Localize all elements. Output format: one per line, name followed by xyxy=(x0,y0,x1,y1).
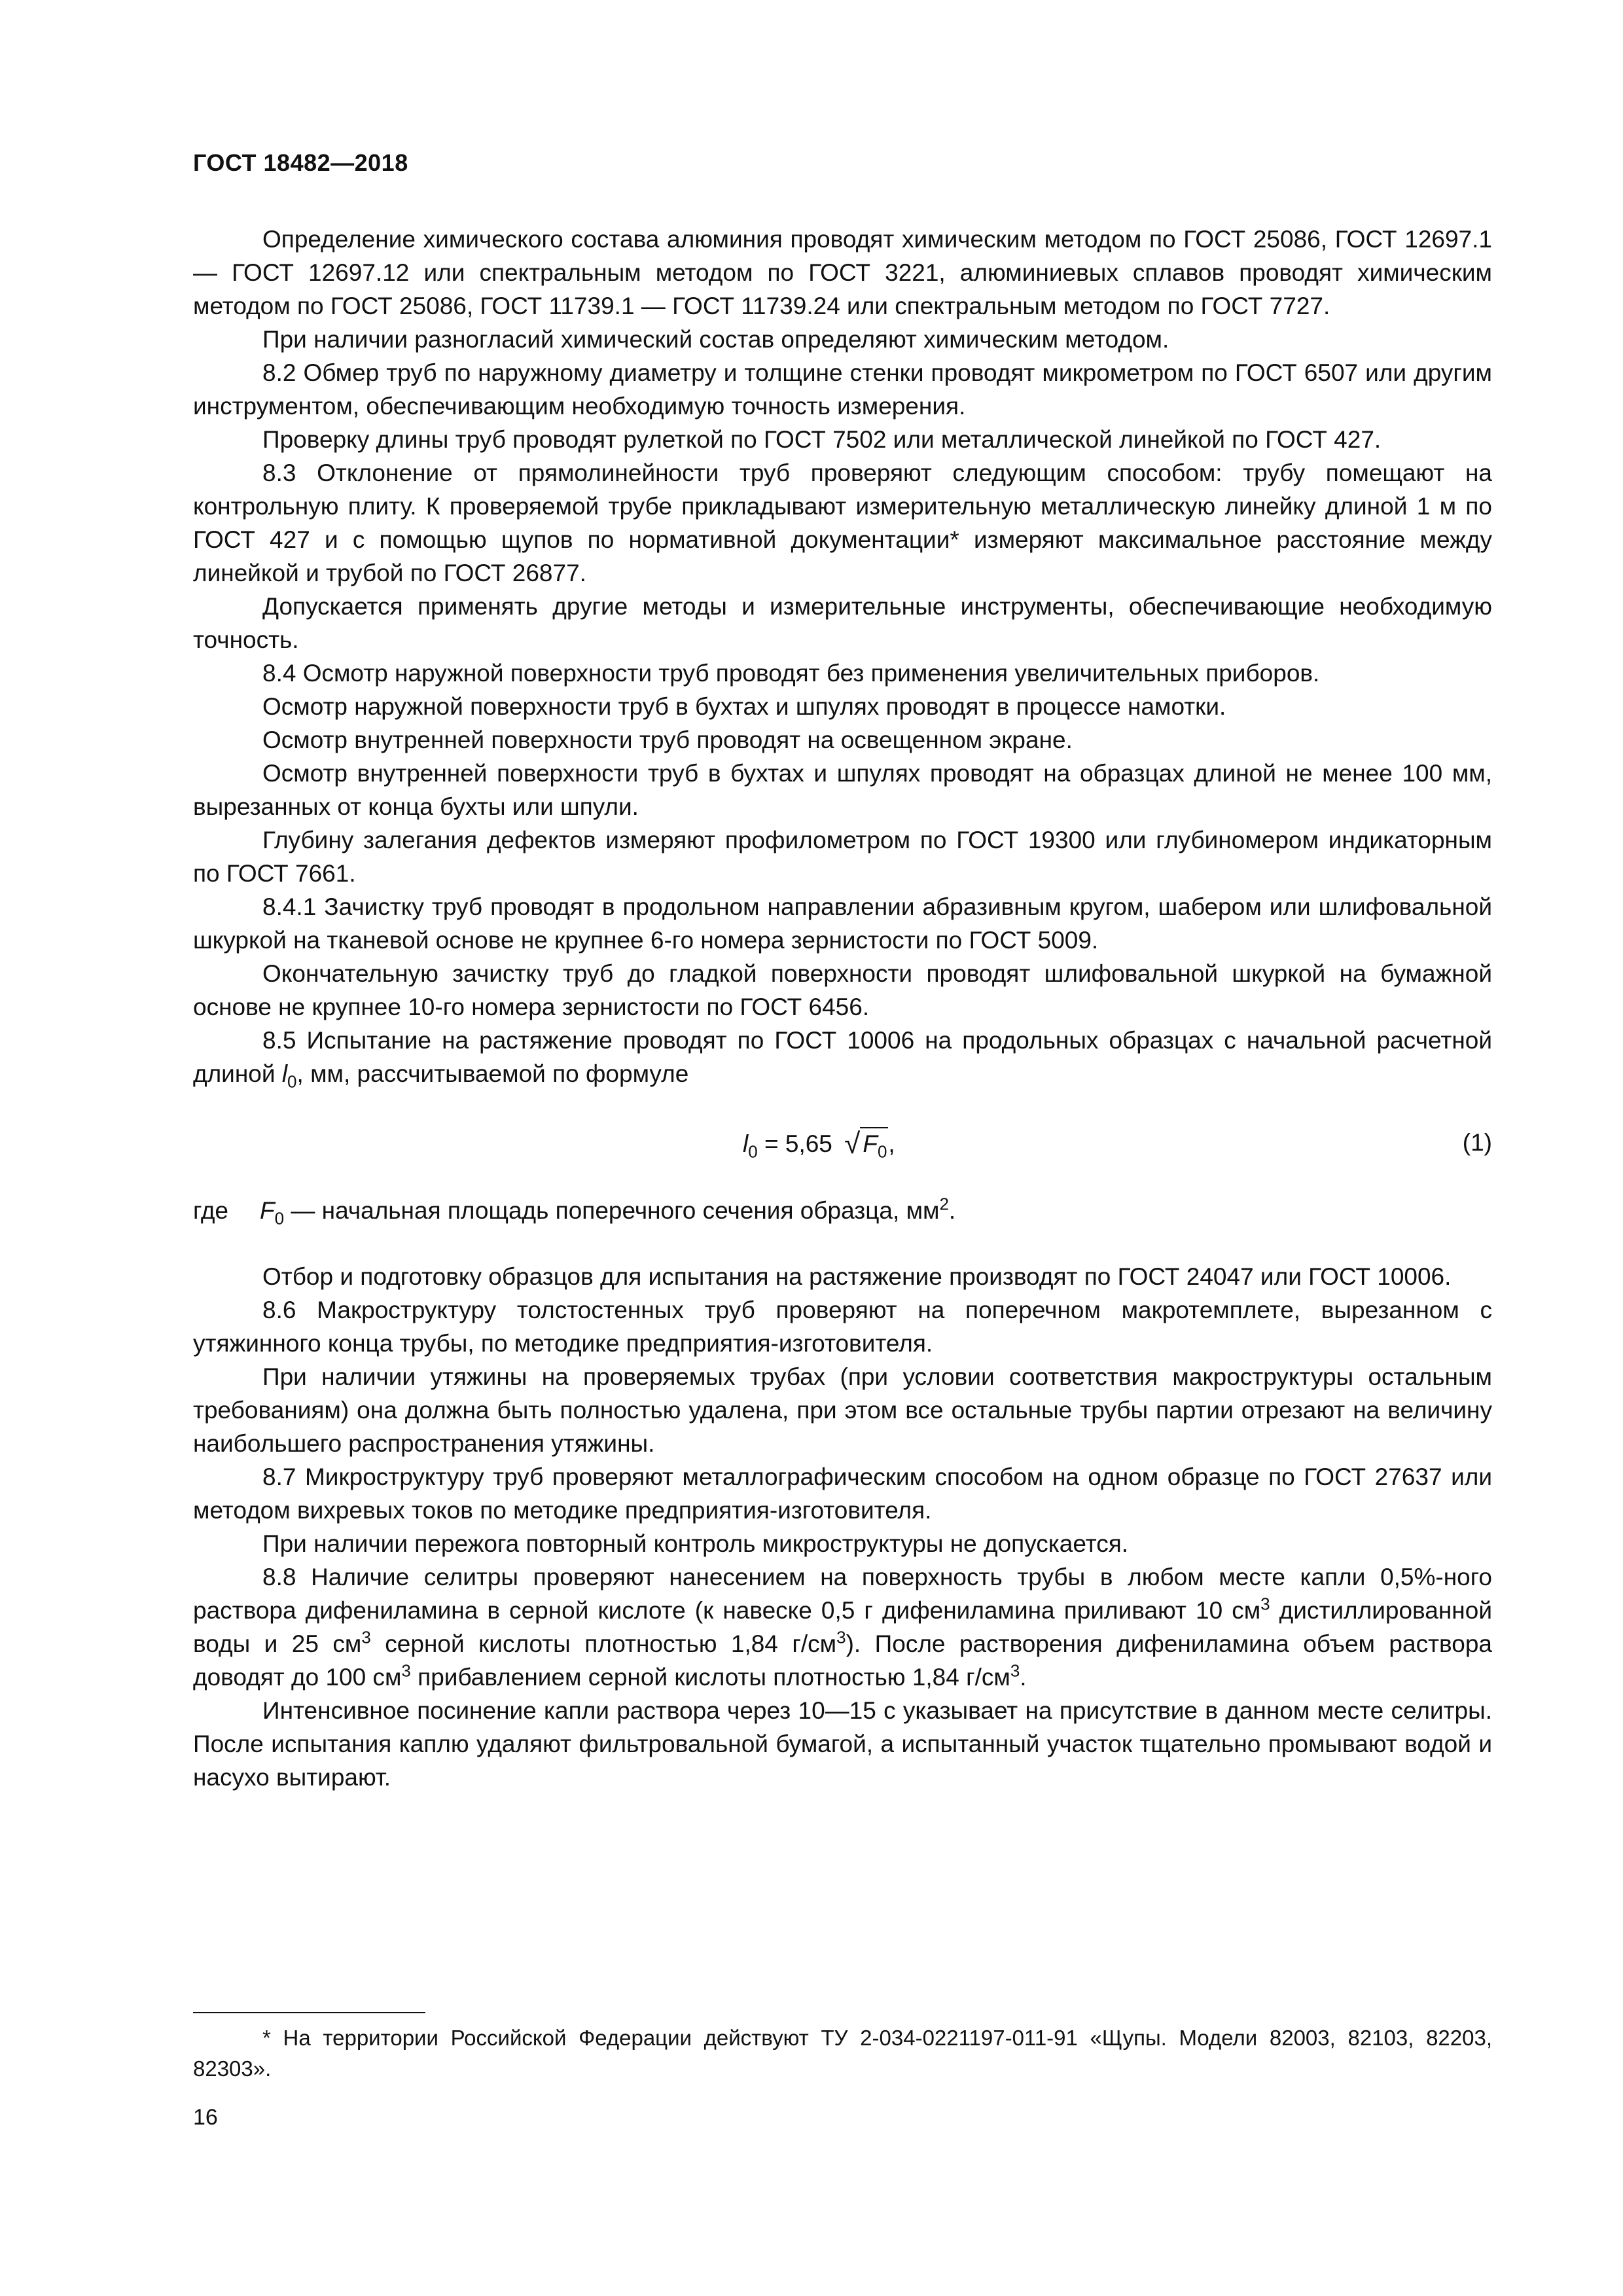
sup-2: 3 xyxy=(361,1627,371,1647)
body-text xyxy=(193,223,1492,1794)
paragraph-inner-screen: Осмотр внутренней поверхности труб проводят на освещенном экране. xyxy=(262,726,1073,753)
footnote: * На территории Российской Федерации действуют ТУ 2-034-0221197-011-91 «Щупы. Модели 82003, 82103, 82203, 82303». xyxy=(193,2026,1492,2081)
formula-legend xyxy=(193,1194,1492,1227)
paragraph-8-2: 8.2 Обмер труб по наружному диаметру и толщине стенки проводят микрометром по ГОСТ 6507 или другим инструментом, обеспечивающим необходимую точность измерения. xyxy=(193,359,1492,420)
subscript-0: 0 xyxy=(287,1071,297,1092)
paragraph-8-8 xyxy=(193,1560,1492,1694)
formula-legend-sub: 0 xyxy=(274,1208,285,1229)
paragraph-outer-coils: Осмотр наружной поверхности труб в бухтах и шпулях проводят в процессе намотки. xyxy=(262,693,1226,720)
paragraph-8-8-part-4: ). После растворения дифениламина объем раствора доводят до 100 см xyxy=(193,1630,1492,1691)
formula-lhs-sub: 0 xyxy=(748,1141,758,1162)
sup-3: 3 xyxy=(836,1627,846,1647)
page-number: 16 xyxy=(193,2105,218,2130)
footnote-divider xyxy=(193,2012,425,2013)
formula-row xyxy=(193,1103,1492,1182)
sup-4: 3 xyxy=(401,1660,411,1681)
paragraph-chemical-composition: Определение химического состава алюминия проводят химическим методом по ГОСТ 25086, ГОСТ 12697.1 — ГОСТ 12697.12 или спектральным методом по ГОСТ 3221, алюминиевых сплавов проводят химическим методом по ГОСТ 25086, ГОСТ 11739.1 — ГОСТ 11739.24 или спектральным методом по ГОСТ 7727. xyxy=(193,226,1492,319)
paragraph-8-3: 8.3 Отклонение от прямолинейности труб проверяют следующим способом: трубу помещают на контрольную плиту. К проверяемой трубе прикладывают измерительную металлическую линейку длиной 1 м по ГОСТ 427 и с помощью щупов по нормативной документации* измеряют максимальное расстояние между линейкой и трубой по ГОСТ 26877. xyxy=(193,459,1492,586)
formula-trail: , xyxy=(888,1130,895,1157)
document-header: ГОСТ 18482—2018 xyxy=(193,149,408,176)
formula-legend-var: F xyxy=(260,1197,275,1224)
paragraph-8-5 xyxy=(193,1024,1492,1090)
formula-legend-where: где xyxy=(193,1197,229,1224)
paragraph-length-check: Проверку длины труб проводят рулеткой по ГОСТ 7502 или металлической линейкой по ГОСТ 427. xyxy=(262,426,1382,453)
formula-legend-end: . xyxy=(948,1197,956,1224)
paragraph-pipe-shrinkage: При наличии утяжины на проверяемых трубах (при условии соответствия макроструктуры остальным требованиям) она должна быть полностью удалена, при этом все остальные трубы партии отрезают на величину наибольшего распространения утяжины. xyxy=(193,1363,1492,1457)
paragraph-8-6: 8.6 Макроструктуру толстостенных труб проверяют на поперечном макротемплете, вырезанном с утяжинного конца трубы, по методике предприятия-изготовителя. xyxy=(193,1297,1492,1357)
paragraph-8-8-part-5: прибавлением серной кислоты плотностью 1,84 г/см xyxy=(410,1664,1010,1691)
formula-rad-var: F xyxy=(863,1130,878,1157)
paragraph-overburn: При наличии пережога повторный контроль микроструктуры не допускается. xyxy=(262,1530,1129,1557)
formula-legend-sup: 2 xyxy=(939,1194,949,1214)
paragraph-8-8-part-6: . xyxy=(1020,1664,1027,1691)
paragraph-other-methods: Допускается применять другие методы и измерительные инструменты, обеспечивающие необходимую точность. xyxy=(193,593,1492,653)
formula-rad-sub: 0 xyxy=(877,1141,887,1162)
paragraph-8-7: 8.7 Микроструктуру труб проверяют металлографическим способом на одном образце по ГОСТ 27637 или методом вихревых токов по методике предприятия-изготовителя. xyxy=(193,1463,1492,1524)
paragraph-8-4: 8.4 Осмотр наружной поверхности труб проводят без применения увеличительных приборов. xyxy=(262,660,1320,687)
paragraph-sampling: Отбор и подготовку образцов для испытания на растяжение производят по ГОСТ 24047 или ГОСТ 10006. xyxy=(262,1263,1452,1290)
paragraph-8-8-part-2: дистиллированной воды и 25 см xyxy=(193,1597,1492,1657)
paragraph-defect-depth: Глубину залегания дефектов измеряют профилометром по ГОСТ 19300 или глубиномером индикаторным по ГОСТ 7661. xyxy=(193,827,1492,887)
paragraph-8-5-text-before: 8.5 Испытание на растяжение проводят по ГОСТ 10006 на продольных образцах с начальной расчетной длиной xyxy=(193,1027,1492,1087)
paragraph-8-8-part-3: серной кислоты плотностью 1,84 г/см xyxy=(370,1630,837,1657)
formula-1 xyxy=(743,1123,895,1164)
formula-radicand xyxy=(860,1127,888,1162)
sup-5: 3 xyxy=(1010,1660,1020,1681)
formula-equals: = 5,65 xyxy=(757,1130,840,1157)
variable-l: l xyxy=(281,1060,288,1087)
paragraph-8-5-text-after: , мм, рассчитываемой по формуле xyxy=(296,1060,689,1087)
formula-lhs-var: l xyxy=(743,1130,749,1157)
paragraph-8-4-1: 8.4.1 Зачистку труб проводят в продольном направлении абразивным кругом, шабером или шлифовальной шкуркой на тканевой основе не крупнее 6-го номера зернистости по ГОСТ 5009. xyxy=(193,893,1492,954)
paragraph-8-8-part-1: 8.8 Наличие селитры проверяют нанесением на поверхность трубы в любом месте капли 0,5%-ного раствора дифениламина в серной кислоте (к навеске 0,5 г дифениламина приливают 10 см xyxy=(193,1564,1492,1624)
paragraph-intensive-bluing: Интенсивное посинение капли раствора через 10—15 с указывает на присутствие в данном месте селитры. После испытания каплю удаляют фильтровальной бумагой, а испытанный участок тщательно промывают водой и насухо вытирают. xyxy=(193,1697,1492,1791)
formula-legend-text: — начальная площадь поперечного сечения образца, мм xyxy=(284,1197,940,1224)
sup-1: 3 xyxy=(1260,1594,1270,1614)
paragraph-final-cleaning: Окончательную зачистку труб до гладкой поверхности проводят шлифовальной шкуркой на бумажной основе не крупнее 10-го номера зернистости по ГОСТ 6456. xyxy=(193,960,1492,1020)
formula-number: (1) xyxy=(1462,1129,1492,1156)
paragraph-inner-coils: Осмотр внутренней поверхности труб в бухтах и шпулях проводят на образцах длиной не менее 100 мм, вырезанных от конца бухты или шпули. xyxy=(193,760,1492,820)
square-root-icon: √ xyxy=(844,1128,861,1160)
paragraph-disagreements: При наличии разногласий химический состав определяют химическим методом. xyxy=(262,326,1169,353)
